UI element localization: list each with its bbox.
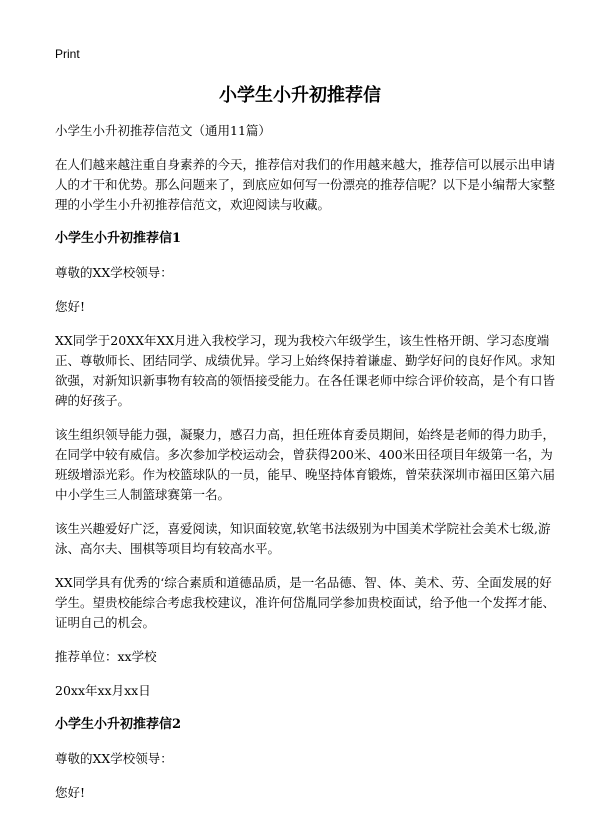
letter-2-greeting: 您好! <box>55 785 86 800</box>
page-title: 小学生小升初推荐信 <box>219 85 381 106</box>
letter-1-salutation: 尊敬的XX学校领导： <box>55 265 173 280</box>
letter-1-heading: 小学生小升初推荐信1 <box>55 231 182 246</box>
letter-1-paragraph-1: XX同学于20XX年XX月进入我校学习，现为我校六年级学生，该生性格开朗、学习态度端正、尊敬师长、团结同学、成绩优异。学习上始终保持着谦虚、勤学好问的良好作风。求知欲强，对新知识新事物有较高的领悟接受能力。在各任课老师中综合评价较高，是个有口皆碑的好孩子。 <box>55 333 556 408</box>
letter-1-recommender: 推荐单位：xx学校 <box>55 649 157 664</box>
letter-2-heading: 小学生小升初推荐信2 <box>55 717 182 732</box>
intro-paragraph: 在人们越来越注重自身素养的今天，推荐信对我们的作用越来越大，推荐信可以展示出申请人的才干和优势。那么问题来了，到底应如何写一份漂亮的推荐信呢？以下是小编帮大家整理的小学生小升初推荐信范文，欢迎阅读与收藏。 <box>55 157 556 212</box>
letter-1-paragraph-4: XX同学具有优秀的‘综合素质和道德品质，是一名品德、智、体、美术、劳、全面发展的好学生。望贵校能综合考虑我校建议，准许何岱胤同学参加贵校面试，给予他一个发挥才能、证明自己的机会。 <box>55 575 556 630</box>
letter-1-greeting: 您好! <box>55 299 86 314</box>
document-body <box>55 121 555 817</box>
letter-1-paragraph-3: 该生兴趣爱好广泛，喜爱阅读，知识面较宽,软笔书法级别为中国美术学院社会美术七级,游泳、高尔夫、围棋等项目均有较高水平。 <box>55 521 551 556</box>
intro-subtitle: 小学生小升初推荐信范文（通用11篇） <box>55 123 271 138</box>
print-label: Print <box>55 47 80 61</box>
letter-1-paragraph-2: 该生组织领导能力强，凝聚力，感召力高，担任班体育委员期间，始终是老师的得力助手，在同学中较有威信。多次参加学校运动会，曾获得200米、400米田径项目年级第一名，为班级增添光彩。作为校篮球队的一员，能早、晚坚持体育锻炼，曾荣获深圳市福田区第六届中小学生三人制篮球赛第一名。 <box>55 427 556 502</box>
letter-2-salutation: 尊敬的XX学校领导： <box>55 751 173 766</box>
letter-1-date: 20xx年xx月xx日 <box>55 683 151 698</box>
